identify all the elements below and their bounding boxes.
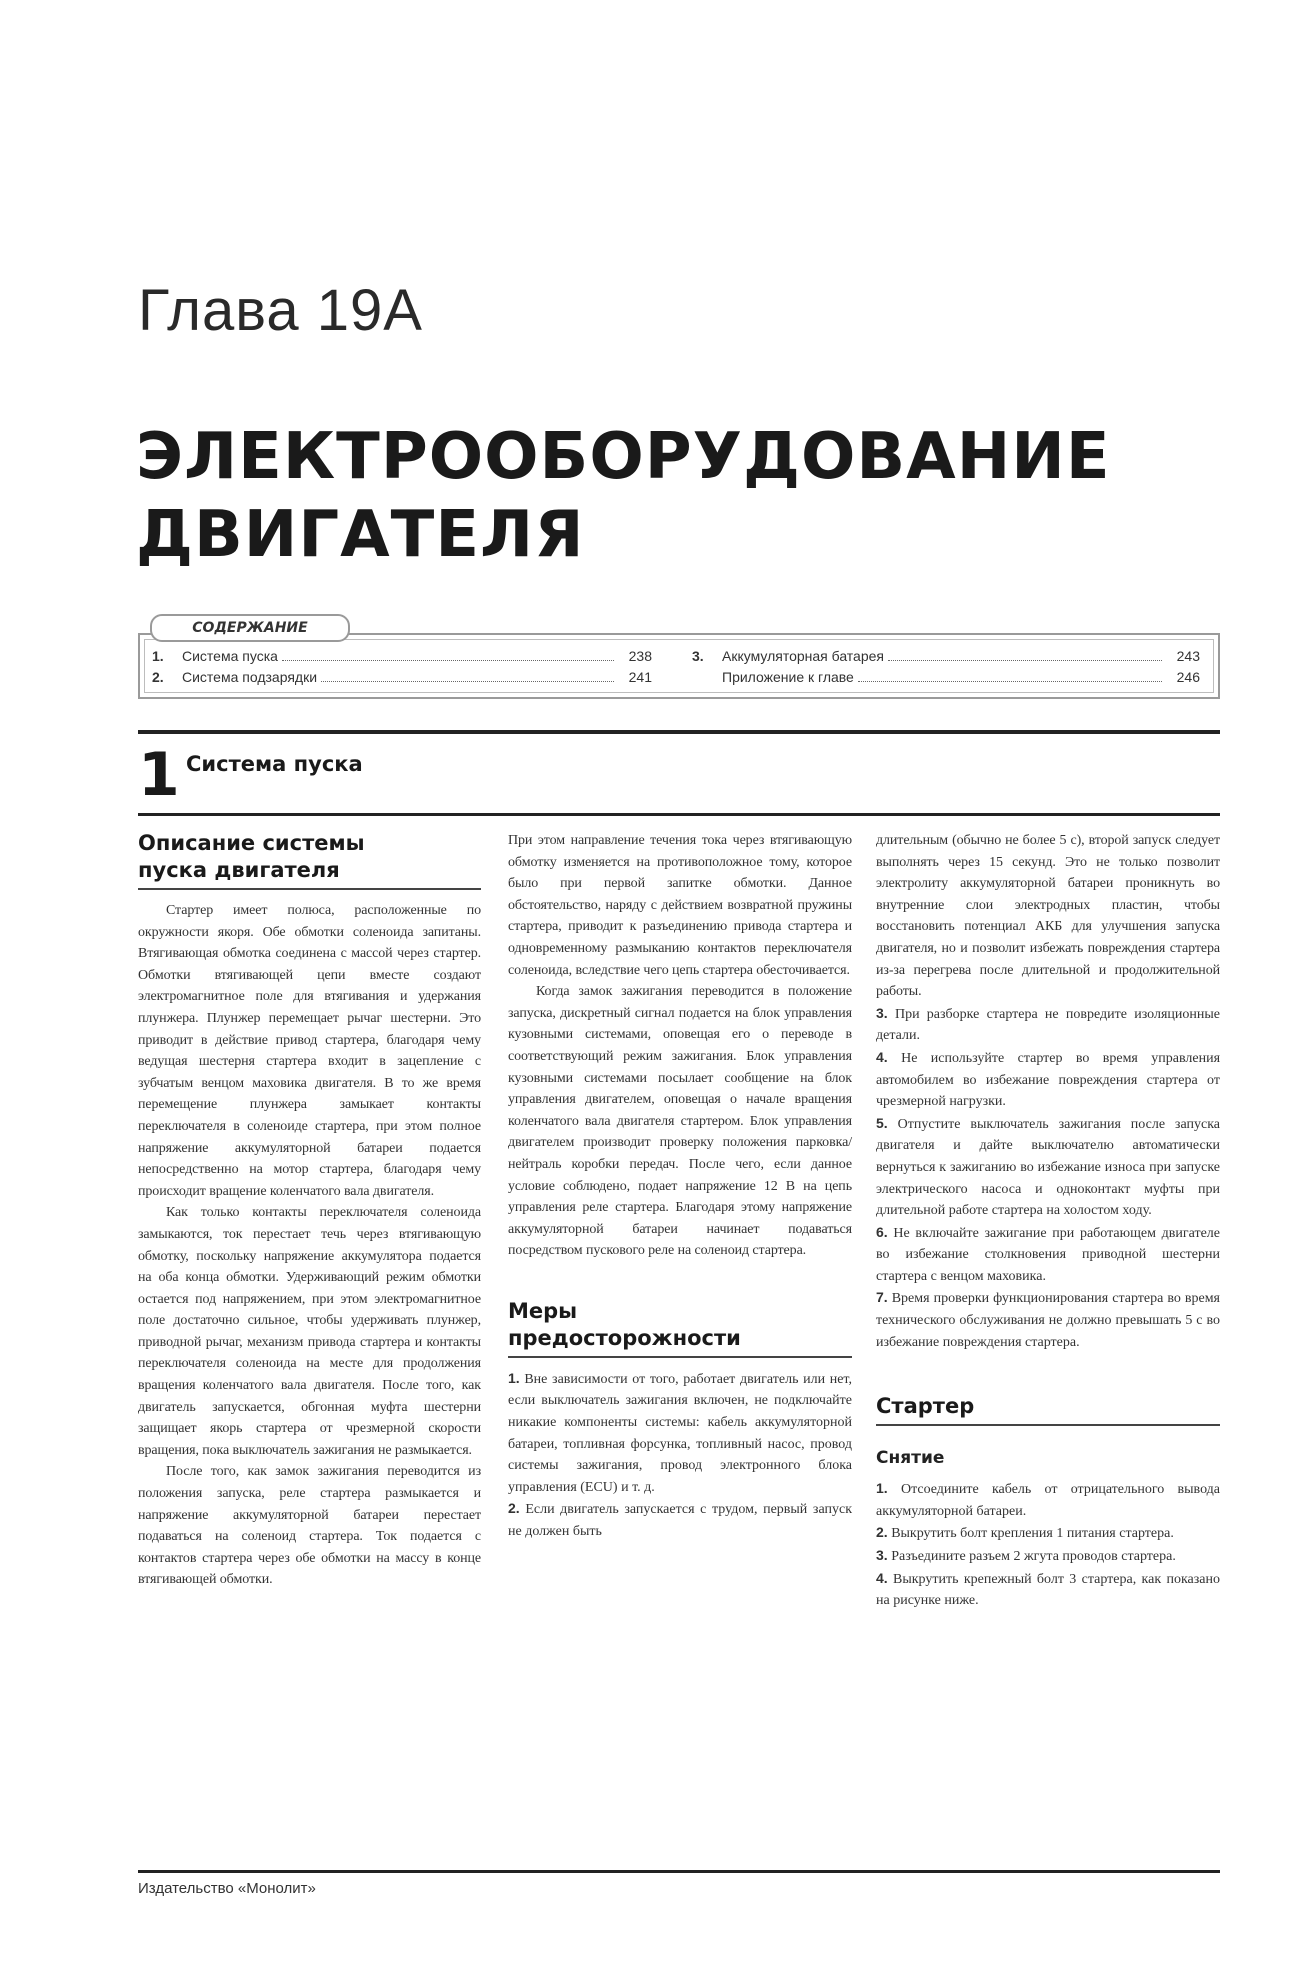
precaution-item [876, 1047, 1220, 1113]
text-column-1 [138, 830, 481, 1591]
item-number: 2. [508, 1500, 520, 1517]
heading-line: предосторожности [508, 1325, 741, 1350]
text-column-2 [508, 830, 852, 1543]
toc-entry-number: 1. [152, 648, 164, 664]
paragraph: Стартер имеет полюса, расположенные по окружности якоря. Обе обмотки соленоида запитаны. Втягивающая обмотка соединена с массой через стартер. Обмотки втягивающей цепи вместе создают электромагнитное поле для втягивания и удержания плунжера. Плунжер перемещает рычаг шестерни. Это приводит в действие привод стартера, благодаря чему ведущая шестерня стартера входит в зацепление с зубчатым венцом маховика двигателя. В то же время перемещение плунжера замыкает контакты переключателя в соленоиде стартера, при этом полное напряжение аккумуляторной батареи подается непосредственно на мотор стартера, благодаря чему происходит вращение коленчатого вала двигателя. [138, 903, 481, 1199]
toc-leader-dots [888, 659, 1162, 661]
toc-leader-dots [282, 659, 614, 661]
toc-entry[interactable] [692, 669, 1200, 690]
paragraph: Когда замок зажигания переводится в положение запуска, дискретный сигнал подается на блок управления кузовными системами, оповещая его о переводе в соответствующий режим зажигания. Блок управления кузовными системами посылает сообщение на блок управления двигателем, оповещая о начале вращения коленчатого вала двигателя стартером. Блок управления двигателем производит проверку положения парковка/нейтраль коробки передач. После чего, если данное условие соблюдено, подает напряжение 12 В на цепь управления реле стартера. Благодаря этому напряжение аккумуляторной батареи начинает подаваться посредством пускового реле на соленоид стартера. [508, 984, 852, 1259]
procedure-step [876, 1545, 1220, 1568]
subsection-heading-starter: Стартер [876, 1393, 1220, 1426]
heading-line: Меры [508, 1298, 578, 1323]
item-number: 6. [876, 1223, 888, 1240]
toc-entry-title: Система пуска [182, 648, 278, 664]
toc-entry-title: Система подзарядки [182, 669, 318, 685]
toc-entry[interactable] [692, 648, 1200, 669]
chapter-label: Глава 19А [138, 278, 423, 343]
item-number: 1. [508, 1369, 520, 1386]
procedure-step [876, 1522, 1220, 1545]
section-bottom-rule [138, 813, 1220, 816]
toc-column-right [692, 648, 1200, 690]
item-number: 7. [876, 1289, 888, 1306]
toc-entry-title: Аккумуляторная батарея [722, 648, 884, 664]
item-number: 3. [876, 1004, 888, 1021]
toc-heading: СОДЕРЖАНИЕ [150, 614, 350, 642]
heading-line: пуска двигателя [138, 858, 340, 882]
chapter-title-line-2: ДВИГАТЕЛЯ [136, 498, 585, 572]
toc-entry-page: 238 [628, 648, 652, 664]
toc-entry-number: 3. [692, 648, 704, 664]
chapter-title [136, 418, 1236, 574]
step-text: Отсоедините кабель от отрицательного вывода аккумуляторной батареи. [876, 1482, 1221, 1519]
paragraph: После того, как замок зажигания переводится из положения запуска, реле стартера размыкается и напряжение аккумуляторной батареи перестает подаваться на соленоид стартера. Ток подается с контактов стартера через обе обмотки на массу в конце втягивающей обмотки. [138, 1464, 481, 1588]
step-number: 1. [876, 1480, 888, 1497]
toc-entry-page: 246 [1176, 669, 1200, 685]
subsection-heading-starting-system [138, 830, 481, 890]
footer-rule [138, 1870, 1220, 1873]
toc-leader-dots [858, 680, 1162, 682]
procedure-heading-removal: Снятие [876, 1448, 945, 1469]
step-number: 2. [876, 1524, 888, 1541]
precaution-item [876, 1222, 1220, 1288]
toc-entry[interactable] [152, 669, 652, 690]
toc-leader-dots [321, 680, 614, 682]
item-text: Не используйте стартер во время управления автомобилем во избежание повреждения стартера от чрезмерной нагрузки. [876, 1050, 1221, 1110]
procedure-step [876, 1478, 1220, 1522]
toc-entry-page: 241 [628, 669, 652, 685]
item-text: Отпустите выключатель зажигания после запуска двигателя и дайте выключателю автоматически вернуться к зажиганию во избежание износа при запуске электрического насоса и одноконтакт муфты при длительной работе стартера на холостом ходу. [876, 1116, 1220, 1219]
item-number: 5. [876, 1114, 888, 1131]
item-text: Время проверки функционирования стартера во время технического обслуживания не должно превышать 5 с во избежание повреждения стартера. [876, 1291, 1220, 1350]
item-text: Вне зависимости от того, работает двигатель или нет, если выключатель зажигания включен, не подключайте никакие компоненты системы: кабель аккумуляторной батареи, топливная форсунка, топливный насос, провод системы зажигания, провод электронного блока управления (ECU) и т. д. [508, 1371, 852, 1495]
toc-entry-page: 243 [1176, 648, 1200, 664]
publisher-footer: Издательство «Монолит» [138, 1880, 316, 1897]
heading-line: Описание системы [138, 831, 365, 855]
paragraph: Как только контакты переключателя соленоида замыкаются, ток перестает течь через втягивающую обмотку, поскольку напряжение аккумулятора подается на оба конца обмотки. Удерживающий режим обмотки остается под напряжением, при этом электромагнитное поле достаточно сильное, чтобы удерживать плунжер, приводной рычаг, механизм привода стартера и контакты переключателя соленоида на месте для продолжения вращения коленчатого вала двигателя. После того, как двигатель запускается, обгонная муфта шестерни защищает якорь стартера от чрезмерной скорости вращения, пока выключатель зажигания не размыкается. [138, 1205, 481, 1458]
toc-entry[interactable] [152, 648, 652, 669]
item-number: 4. [876, 1048, 888, 1065]
step-text: Выкрутить болт крепления 1 питания стартера. [891, 1526, 1174, 1542]
precaution-item [508, 1498, 852, 1542]
item-text: Не включайте зажигание при работающем двигателе во избежание столкновения приводной шестерни стартера с венцом маховика. [876, 1225, 1220, 1284]
chapter-title-line-1: ЭЛЕКТРООБОРУДОВАНИЕ [136, 420, 1111, 494]
procedure-step [876, 1568, 1220, 1612]
step-text: Разъедините разъем 2 жгута проводов стартера. [891, 1549, 1176, 1565]
precaution-item [876, 1113, 1220, 1222]
item-text: При разборке стартера не повредите изоляционные детали. [876, 1006, 1220, 1044]
step-number: 4. [876, 1569, 888, 1586]
section-top-rule [138, 730, 1220, 734]
subsection-heading-precautions [508, 1298, 852, 1358]
toc-entry-title: Приложение к главе [722, 669, 854, 685]
toc-entry-number: 2. [152, 669, 164, 685]
toc-column-left [152, 648, 652, 690]
text-column-3 [876, 830, 1220, 1612]
section-number: 1 [138, 740, 180, 810]
item-text: Если двигатель запускается с трудом, первый запуск не должен быть [508, 1502, 852, 1540]
precaution-item [508, 1368, 852, 1499]
step-number: 3. [876, 1547, 888, 1564]
section-title: Система пуска [186, 752, 363, 776]
precaution-item [876, 1287, 1220, 1353]
paragraph: При этом направление течения тока через втягивающую обмотку изменяется на противоположное тому, которое было при первой запитке обмотки. Данное обстоятельство, наряду с действием возвратной пружины стартера, приводит к разъединению привода стартера и одновременному размыканию контактов переключателя соленоида, вследствие чего цепь стартера обесточивается. [508, 833, 852, 978]
step-text: Выкрутить крепежный болт 3 стартера, как показано на рисунке ниже. [876, 1571, 1220, 1609]
paragraph: длительным (обычно не более 5 с), второй запуск следует выполнять через 15 секунд. Это не только позволит электролиту аккумуляторной батареи проникнуть во внутренние слои электродных пластин, чтобы восстановить потенциал АКБ для улучшения запуска двигателя, но и позволит избежать повреждения стартера из-за перегрева после длительной и продолжительной работы. [876, 833, 1220, 1000]
precaution-item [876, 1003, 1220, 1047]
